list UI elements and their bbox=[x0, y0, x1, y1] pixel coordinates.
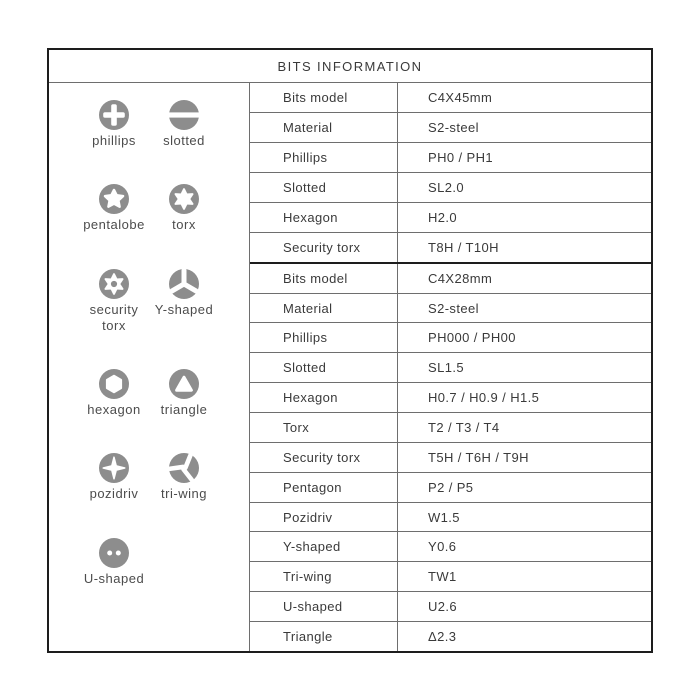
bit-type-slotted bbox=[149, 100, 219, 149]
spec-label: Y-shaped bbox=[250, 532, 398, 561]
spec-row bbox=[250, 443, 651, 473]
spec-value: Y0.6 bbox=[428, 539, 457, 555]
spec-value: T8H / T10H bbox=[428, 239, 499, 255]
spec-label: Pozidriv bbox=[250, 503, 398, 532]
bit-type-hexagon bbox=[79, 369, 149, 418]
hexagon-icon bbox=[99, 369, 129, 399]
spec-value: S2-steel bbox=[428, 119, 479, 135]
bit-type-label: U-shaped bbox=[83, 570, 145, 586]
spec-label: Hexagon bbox=[250, 203, 398, 232]
spec-label: Tri-wing bbox=[250, 562, 398, 591]
spec-value: PH0 / PH1 bbox=[428, 149, 494, 165]
spec-label: Material bbox=[250, 113, 398, 142]
spec-row bbox=[250, 83, 651, 113]
spec-row bbox=[250, 233, 651, 262]
bit-type-label: tri-wing bbox=[161, 486, 207, 502]
spec-row bbox=[250, 264, 651, 294]
bit-type-phillips bbox=[79, 100, 149, 149]
bit-type-pozidriv bbox=[79, 453, 149, 502]
spec-label: Slotted bbox=[250, 353, 398, 382]
spec-label: Bits model bbox=[250, 264, 398, 293]
spec-row bbox=[250, 323, 651, 353]
pozidriv-icon bbox=[99, 453, 129, 483]
bit-types-panel bbox=[49, 83, 250, 651]
spec-value: S2-steel bbox=[428, 300, 479, 316]
spec-row bbox=[250, 383, 651, 413]
spec-row bbox=[250, 294, 651, 324]
spec-row bbox=[250, 203, 651, 233]
spec-label: Hexagon bbox=[250, 383, 398, 412]
bit-type-label: pozidriv bbox=[89, 486, 139, 502]
spec-label: Torx bbox=[250, 413, 398, 442]
spec-value: SL2.0 bbox=[428, 179, 464, 195]
spec-label: Slotted bbox=[250, 173, 398, 202]
spec-row bbox=[250, 143, 651, 173]
bit-type-label: security torx bbox=[89, 301, 139, 333]
spec-value: SL1.5 bbox=[428, 360, 464, 376]
spec-row bbox=[250, 532, 651, 562]
spec-row bbox=[250, 473, 651, 503]
y-shaped-icon bbox=[169, 269, 199, 299]
spec-label: Security torx bbox=[250, 443, 398, 472]
slotted-icon bbox=[169, 100, 199, 130]
spec-row bbox=[250, 413, 651, 443]
spec-section-c4x45 bbox=[250, 83, 651, 262]
bit-type-torx bbox=[149, 184, 219, 233]
bit-type-security-torx bbox=[79, 269, 149, 335]
bit-type-label: phillips bbox=[92, 133, 136, 148]
bit-type-label: pentalobe bbox=[83, 217, 145, 233]
spec-value: H0.7 / H0.9 / H1.5 bbox=[428, 390, 540, 406]
bit-type-label: torx bbox=[172, 217, 196, 233]
spec-value: P2 / P5 bbox=[428, 479, 474, 495]
bit-type-pentalobe bbox=[79, 184, 149, 233]
bit-type-tri-wing bbox=[149, 453, 219, 502]
spec-value: PH000 / PH00 bbox=[428, 330, 516, 346]
spec-row bbox=[250, 173, 651, 203]
tri-wing-icon bbox=[169, 453, 199, 483]
security-torx-icon bbox=[99, 269, 129, 299]
spec-row bbox=[250, 353, 651, 383]
u-shaped-icon bbox=[99, 538, 129, 568]
bit-type-row bbox=[79, 184, 219, 233]
info-frame bbox=[47, 48, 653, 653]
bit-type-label: Y-shaped bbox=[154, 301, 214, 317]
spec-label: Triangle bbox=[250, 622, 398, 651]
spec-value: C4X45mm bbox=[428, 89, 493, 105]
bit-type-row bbox=[79, 100, 219, 149]
spec-value: C4X28mm bbox=[428, 270, 493, 286]
bit-type-label: slotted bbox=[163, 133, 205, 148]
bit-type-row bbox=[79, 369, 219, 418]
spec-row bbox=[250, 113, 651, 143]
spec-value: TW1 bbox=[428, 569, 457, 585]
spec-label: Material bbox=[250, 294, 398, 323]
spec-row bbox=[250, 592, 651, 622]
spec-label: Phillips bbox=[250, 143, 398, 172]
spec-label: Pentagon bbox=[250, 473, 398, 502]
torx-icon bbox=[169, 184, 199, 214]
spec-label: Security torx bbox=[250, 233, 398, 262]
bit-type-y-shaped bbox=[149, 269, 219, 335]
phillips-icon bbox=[99, 100, 129, 130]
spec-label: Bits model bbox=[250, 83, 398, 112]
spec-value: U2.6 bbox=[428, 599, 458, 615]
bit-type-row bbox=[79, 269, 219, 335]
spec-value: Δ2.3 bbox=[428, 628, 457, 644]
spec-table bbox=[250, 83, 651, 651]
bit-type-row bbox=[79, 453, 219, 502]
spec-value: H2.0 bbox=[428, 209, 458, 225]
spec-value: W1.5 bbox=[428, 509, 460, 525]
bit-type-row bbox=[79, 538, 219, 587]
spec-value: T5H / T6H / T9H bbox=[428, 449, 529, 465]
pentalobe-icon bbox=[99, 184, 129, 214]
spec-row bbox=[250, 503, 651, 533]
bit-type-label: hexagon bbox=[87, 402, 141, 417]
spec-section-c4x28 bbox=[250, 262, 651, 651]
spec-label: U-shaped bbox=[250, 592, 398, 621]
bit-type-triangle bbox=[149, 369, 219, 418]
spec-value: T2 / T3 / T4 bbox=[428, 419, 500, 435]
info-body bbox=[49, 83, 651, 651]
bit-type-u-shaped bbox=[79, 538, 149, 587]
spec-row bbox=[250, 562, 651, 592]
spec-row bbox=[250, 622, 651, 651]
page-title: BITS INFORMATION bbox=[49, 50, 651, 83]
triangle-icon bbox=[169, 369, 199, 399]
bit-type-label: triangle bbox=[160, 402, 208, 417]
spec-label: Phillips bbox=[250, 323, 398, 352]
